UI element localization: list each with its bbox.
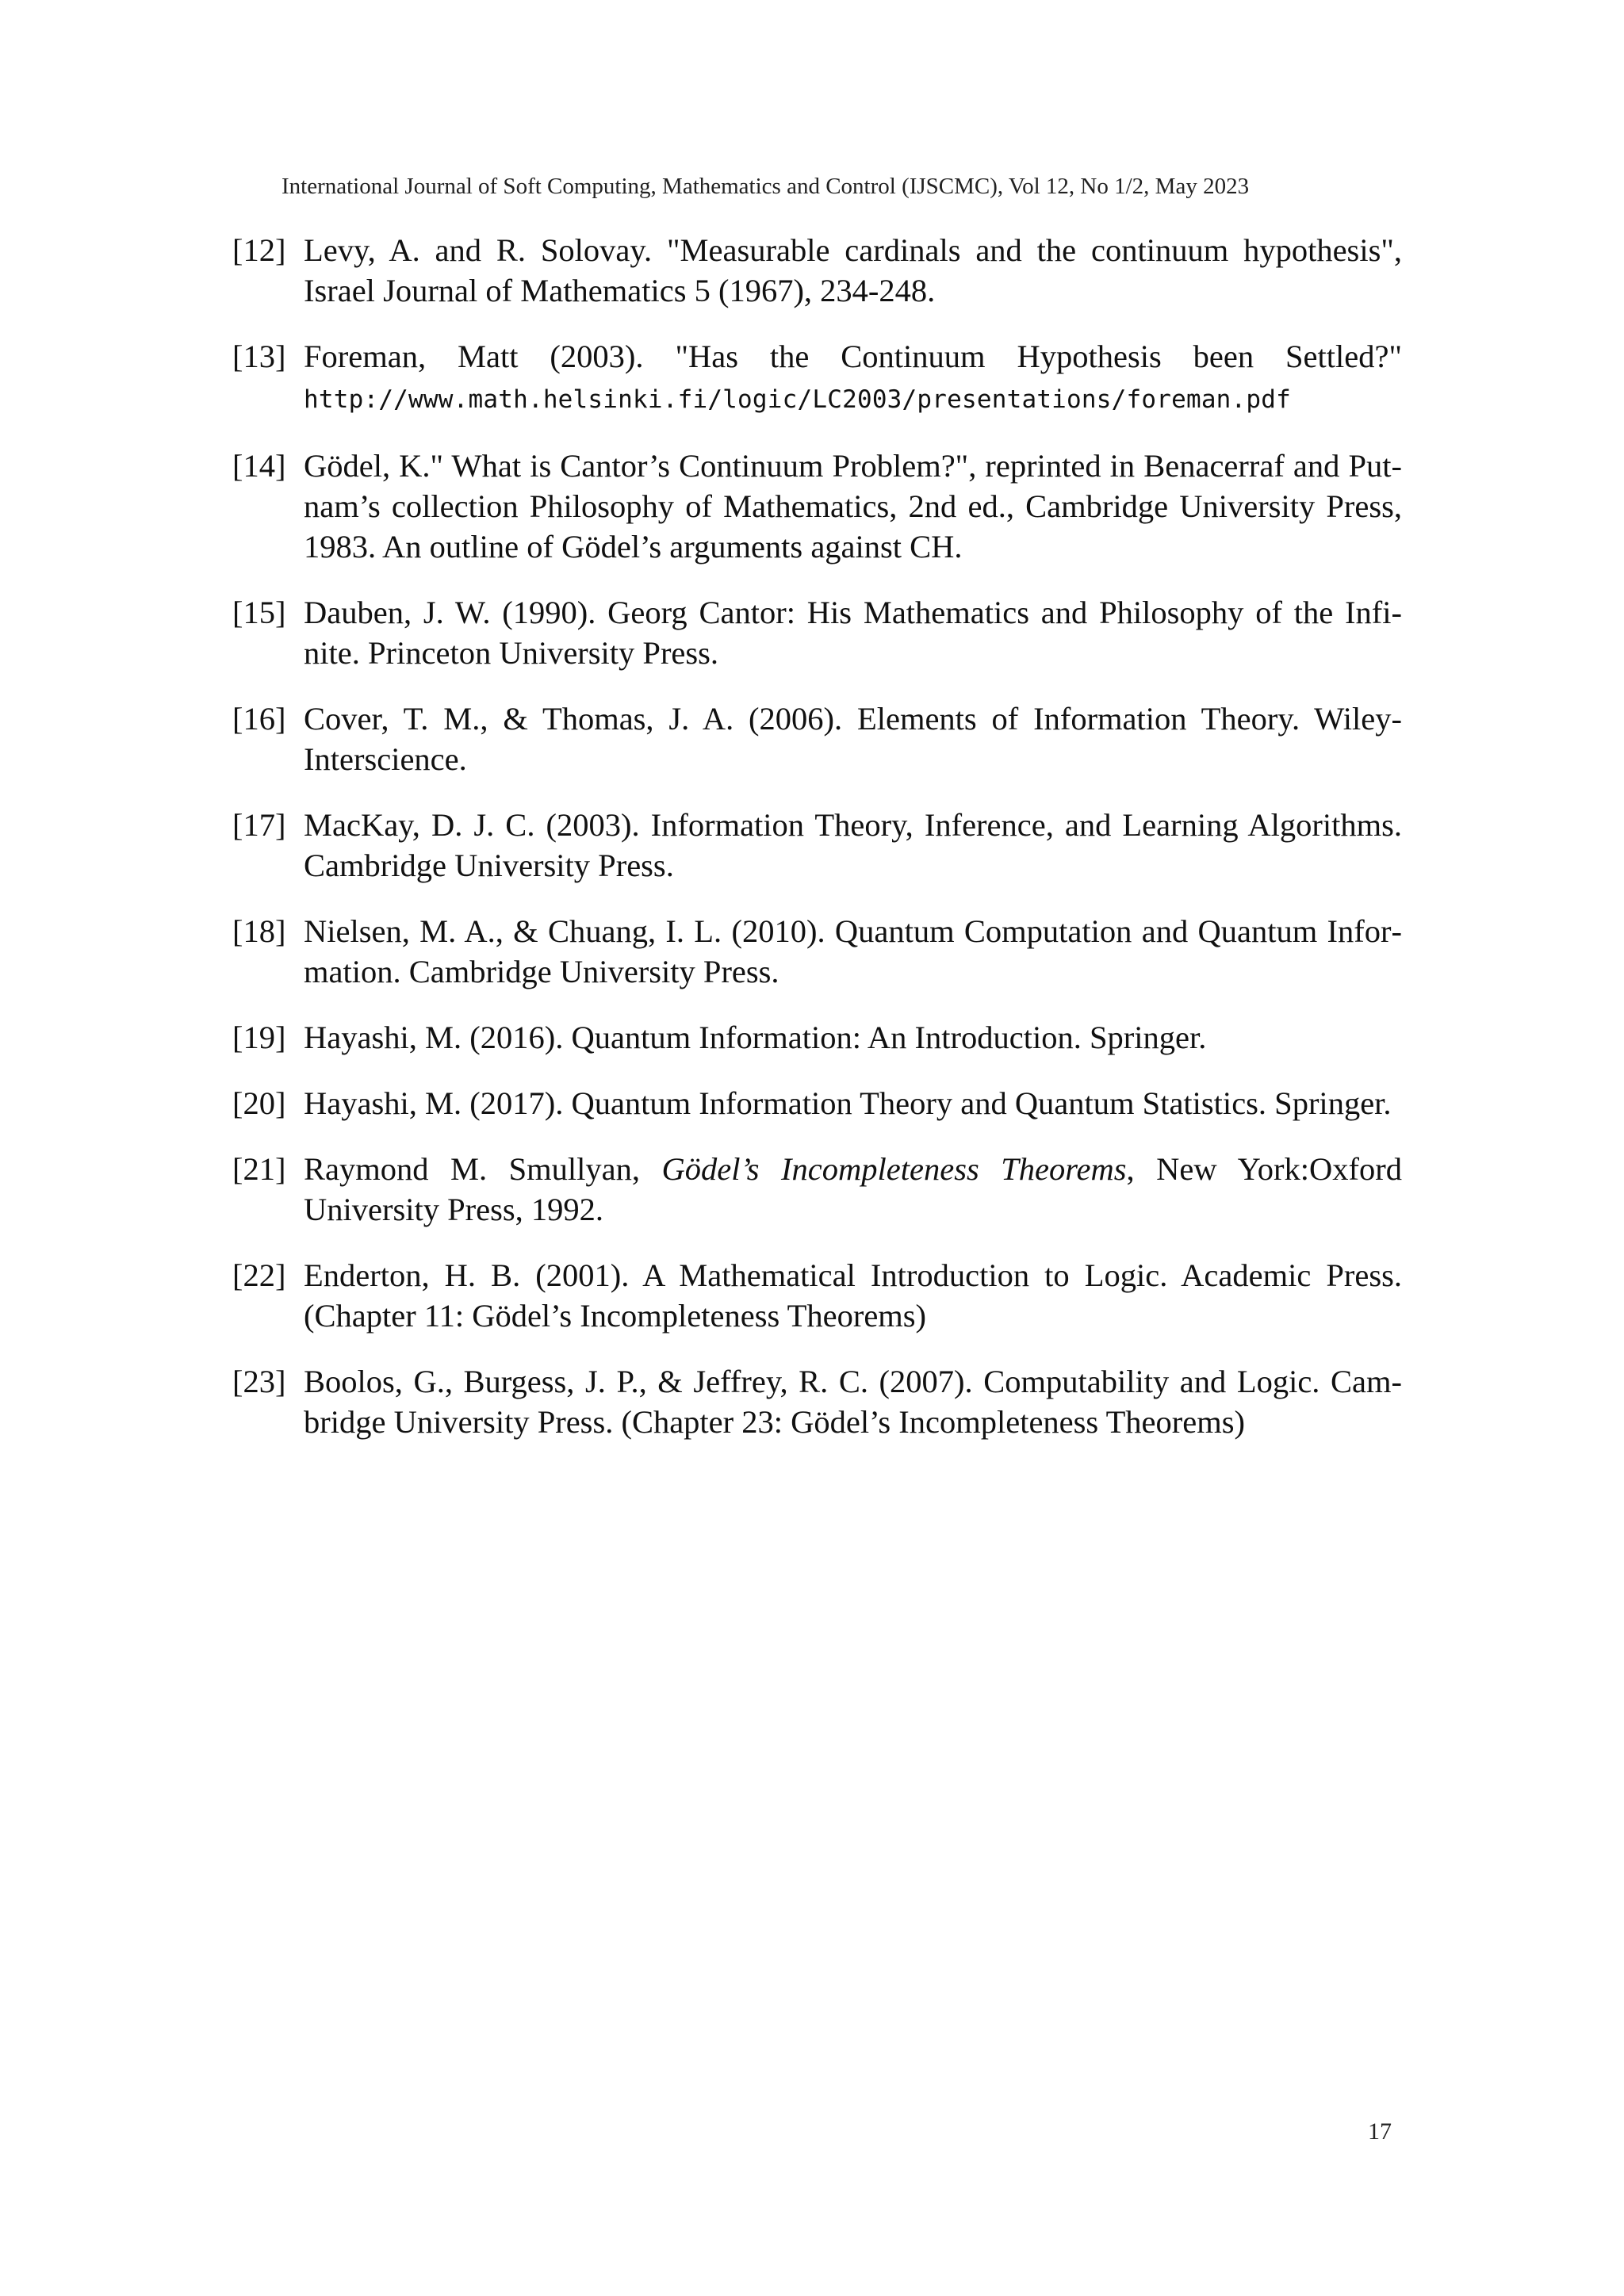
reference-text: Enderton, H. B. (2001). A Mathematical Introduction to Logic. Academic Press. (Chapter 11: Gödel’s Incompleteness Theorems) xyxy=(304,1257,1402,1334)
reference-item xyxy=(232,1255,1402,1336)
reference-item xyxy=(232,446,1402,567)
reference-number: [18] xyxy=(232,913,286,949)
reference-item xyxy=(232,1149,1402,1230)
reference-item xyxy=(232,1083,1402,1123)
reference-number: [21] xyxy=(232,1151,286,1187)
reference-item xyxy=(232,805,1402,886)
reference-book-title: Gödel’s Incompleteness Theorems xyxy=(661,1151,1127,1187)
running-header: International Journal of Soft Computing, Mathematics and Control (IJSCMC), Vol 12, No 1/2, May 2023 xyxy=(282,174,1250,199)
reference-text: Gödel, K." What is Cantor’s Continuum Problem?", reprinted in Benacerraf and Putnam’s collection Philosophy of Mathematics, 2nd ed., Cambridge University Press, 1983. An outline of Gödel’s arguments against CH. xyxy=(304,448,1402,564)
reference-text xyxy=(304,336,1402,420)
reference-number: [20] xyxy=(232,1085,286,1121)
reference-text: Dauben, J. W. (1990). Georg Cantor: His Mathematics and Philosophy of the Infinite. Princeton University Press. xyxy=(304,595,1402,671)
reference-item xyxy=(232,1361,1402,1442)
reference-text-main: Foreman, Matt (2003). "Has the Continuum Hypothesis been Settled?" xyxy=(304,339,1402,374)
reference-text: Cover, T. M., & Thomas, J. A. (2006). Elements of Information Theory. Wiley-Interscience. xyxy=(304,701,1402,777)
reference-number: [15] xyxy=(232,595,286,630)
reference-item xyxy=(232,592,1402,673)
reference-text-publisher: , New York:Oxford University Press, 1992. xyxy=(304,1151,1403,1227)
reference-number: [22] xyxy=(232,1257,286,1293)
reference-number: [12] xyxy=(232,232,286,268)
reference-item xyxy=(232,1017,1402,1058)
reference-text xyxy=(304,1149,1402,1230)
reference-text: Levy, A. and R. Solovay. "Measurable cardinals and the continuum hypothesis", Israel Journal of Mathematics 5 (1967), 234-248. xyxy=(304,232,1402,308)
reference-number: [19] xyxy=(232,1020,286,1055)
reference-list xyxy=(232,230,1402,1468)
reference-number: [16] xyxy=(232,701,286,737)
reference-text: Hayashi, M. (2016). Quantum Information: An Introduction. Springer. xyxy=(304,1020,1207,1055)
reference-number: [14] xyxy=(232,448,286,484)
reference-number: [17] xyxy=(232,807,286,843)
reference-text-author: Raymond M. Smullyan, xyxy=(304,1151,662,1187)
reference-text: Hayashi, M. (2017). Quantum Information Theory and Quantum Statistics. Springer. xyxy=(304,1085,1392,1121)
reference-url-link[interactable]: http://www.math.helsinki.fi/logic/LC2003/presentations/foreman.pdf xyxy=(304,385,1291,414)
reference-item xyxy=(232,230,1402,311)
reference-number: [23] xyxy=(232,1364,286,1399)
reference-item xyxy=(232,336,1402,420)
reference-item xyxy=(232,698,1402,779)
reference-text: Boolos, G., Burgess, J. P., & Jeffrey, R. C. (2007). Computability and Logic. Cambridge University Press. (Chapter 23: Gödel’s Incompleteness Theorems) xyxy=(304,1364,1402,1440)
page-number: 17 xyxy=(1368,2118,1392,2145)
reference-text: MacKay, D. J. C. (2003). Information Theory, Inference, and Learning Algorithms. Cambridge University Press. xyxy=(304,807,1402,883)
reference-number: [13] xyxy=(232,339,286,374)
reference-item xyxy=(232,911,1402,992)
reference-text: Nielsen, M. A., & Chuang, I. L. (2010). Quantum Computation and Quantum Information. Cambridge University Press. xyxy=(304,913,1402,989)
